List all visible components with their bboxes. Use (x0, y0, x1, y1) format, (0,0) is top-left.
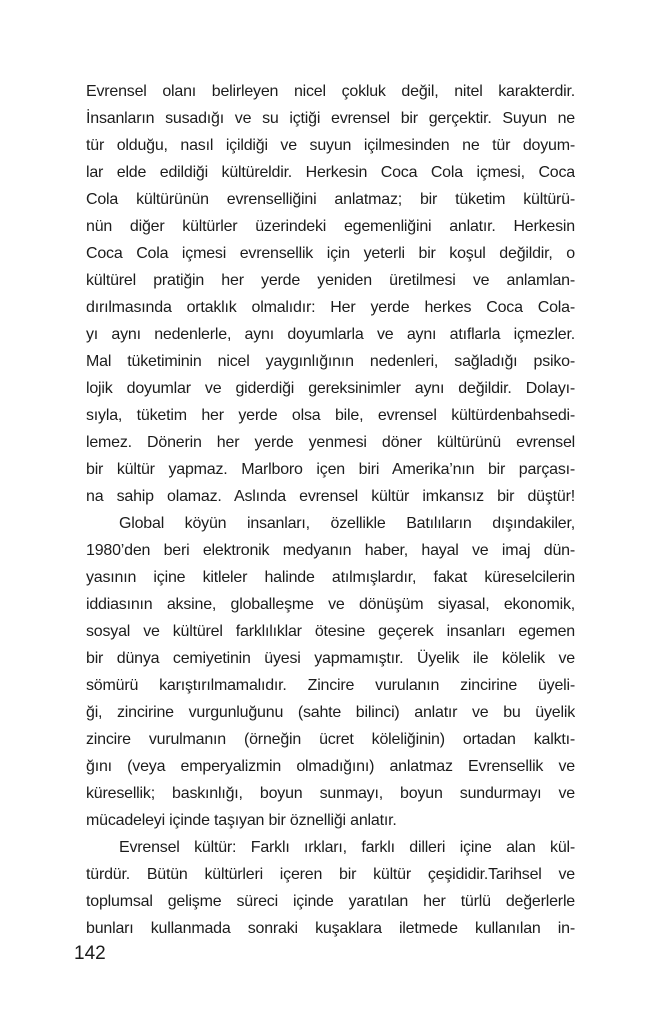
text-line: ği, zincirine vurgunluğunu (sahte bilinci) anlatır ve bu üyelik (86, 704, 575, 721)
text-line: lojik doyumlar ve giderdiği gereksinimler aynı değildir. Dolayı- (86, 380, 575, 397)
text-line: türdür. Bütün kültürleri içeren bir kültür çeşididir.Tarihsel ve (86, 866, 575, 883)
paragraph (86, 78, 575, 510)
text-line: bir dünya cemiyetinin üyesi yapmamıştır. Üyelik ile kölelik ve (86, 650, 575, 667)
text-line: lemez. Dönerin her yerde yenmesi döner kültürünü evrensel (86, 434, 575, 451)
page-number: 142 (74, 943, 106, 964)
text-line: ğını (veya emperyalizmin olmadığını) anlatmaz Evrensellik ve (86, 758, 575, 775)
text-line: mücadeleyi içinde taşıyan bir öznelliği anlatır. (86, 812, 397, 829)
paragraph (86, 834, 575, 942)
text-line: Coca Cola içmesi evrensellik için yeterli bir koşul değildir, o (86, 245, 575, 262)
text-line: toplumsal gelişme süreci içinde yaratılan her türlü değerlerle (86, 893, 575, 910)
text-line: sıyla, tüketim her yerde olsa bile, evrensel kültürdenbahsedi- (86, 407, 575, 424)
text-line: bunları kullanmada sonraki kuşaklara iletmede kullanılan in- (86, 920, 575, 937)
text-line: yı aynı nedenlerle, aynı doyumlarla ve aynı atıflarla içmezler. (86, 326, 575, 343)
text-line: küresellik; baskınlığı, boyun sunmayı, boyun sundurmayı ve (86, 785, 575, 802)
text-line: kültürel pratiğin her yerde yeniden üretilmesi ve anlamlan- (86, 272, 575, 289)
text-line: 1980’den beri elektronik medyanın haber, hayal ve imaj dün- (86, 542, 575, 559)
text-line: na sahip olamaz. Aslında evrensel kültür imkansız bir düştür! (86, 488, 575, 505)
paragraph (86, 510, 575, 834)
text-line: sömürü karıştırılmamalıdır. Zincire vurulanın zincirine üyeli- (86, 677, 575, 694)
text-line: dırılmasında ortaklık olmalıdır: Her yerde herkes Coca Cola- (86, 299, 575, 316)
text-line: nün diğer kültürler üzerindeki egemenliğini anlatır. Herkesin (86, 218, 575, 235)
text-block (86, 78, 575, 942)
text-line: iddiasının aksine, globalleşme ve dönüşüm siyasal, ekonomik, (86, 596, 575, 613)
text-line: İnsanların susadığı ve su içtiği evrensel bir gerçektir. Suyun ne (86, 110, 575, 127)
text-line: yasının içine kitleler halinde atılmışlardır, fakat küreselcilerin (86, 569, 575, 586)
text-line: Global köyün insanları, özellikle Batılıların dışındakiler, (119, 515, 575, 532)
text-line: sosyal ve kültürel farklılıklar ötesine geçerek insanları egemen (86, 623, 575, 640)
text-line: lar elde edildiği kültüreldir. Herkesin Coca Cola içmesi, Coca (86, 164, 575, 181)
text-line: bir kültür yapmaz. Marlboro içen biri Amerika’nın bir parçası- (86, 461, 575, 478)
text-line: Evrensel kültür: Farklı ırkları, farklı dilleri içine alan kül- (119, 839, 575, 856)
text-line: tür olduğu, nasıl içildiği ve suyun içilmesinden ne tür doyum- (86, 137, 575, 154)
text-line: Cola kültürünün evrenselliğini anlatmaz; bir tüketim kültürü- (86, 191, 575, 208)
text-line: Evrensel olanı belirleyen nicel çokluk değil, nitel karakterdir. (86, 83, 575, 100)
text-line: Mal tüketiminin nicel yaygınlığının nedenleri, sağladığı psiko- (86, 353, 575, 370)
text-line: zincire vurulmanın (örneğin ücret köleliğinin) ortadan kalktı- (86, 731, 575, 748)
